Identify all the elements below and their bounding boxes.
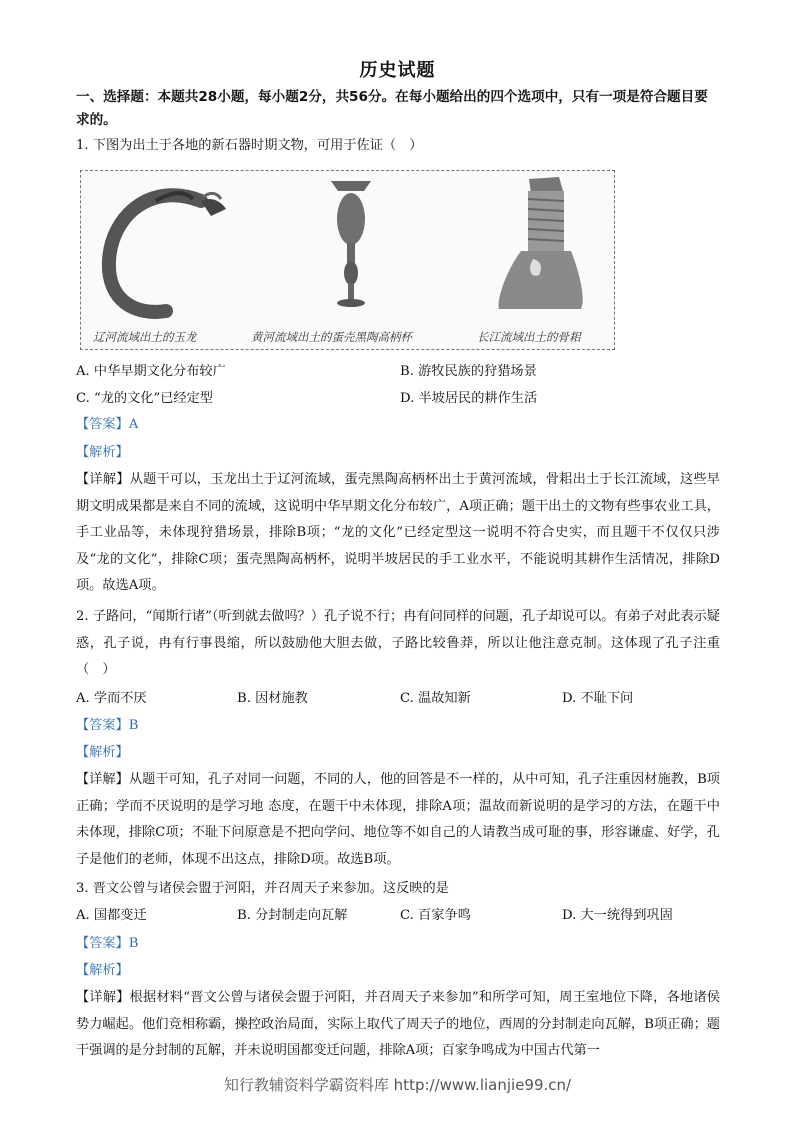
- caption-stem-cup: 黄河流域出土的蛋壳黑陶高柄杯: [251, 330, 412, 344]
- q2-analysis-label: 【解析】: [76, 745, 129, 760]
- question-2-stem: 2. 子路问，“闻斯行诸”（听到就去做吗？）孔子说不行；冉有问同样的问题，孔子却说可以。有弟子对此表示疑惑，孔子说，冉有行事畏缩，所以鼓励他大胆去做，子路比较鲁莽，所以让他注意克制。这体现了孔子注重（ ）: [76, 609, 720, 678]
- q3-detail: 【详解】根据材料“晋文公曾与诸侯会盟于河阳，并召周天子来参加”和所学可知，周王室地位下降，各地诸侯势力崛起。他们竞相称霸，操控政治局面，实际上取代了周天子的地位，西周的分封制走向瓦解，B项正确；题干强调的是分封制的瓦解，并未说明国都变迁问题，排除A项；百家争鸣成为中国古代第一: [76, 990, 720, 1059]
- q3-option-c: C. 百家争鸣: [400, 908, 471, 923]
- caption-bone-spade: 长江流域出土的骨耜: [477, 330, 581, 344]
- section-heading: 一、选择题：本题共28小题，每小题2分，共56分。在每小题给出的四个选项中，只有一项是符合题目要求的。: [76, 89, 708, 128]
- q2-answer: 【答案】B: [76, 718, 139, 733]
- q3-answer: 【答案】B: [76, 936, 139, 951]
- q3-option-b: B. 分封制走向瓦解: [237, 908, 348, 923]
- q2-option-c: C. 温故知新: [400, 691, 471, 706]
- q1-analysis-label: 【解析】: [76, 445, 129, 460]
- q2-option-b: B. 因材施教: [237, 691, 308, 706]
- bone-spade-image: [498, 177, 582, 309]
- q2-detail: 【详解】从题干可知，孔子对同一问题，不同的人，他的回答是不一样的，从中可知，孔子注重因材施教，B项正确；学而不厌说明的是学习地 态度，在题干中未体现，排除A项；温故而新说明的是学习的方法，在题干中未体现，排除C项；不耻下问原意是不把向学问、地位等不如自己的人请教当成可耻的事，形容谦虚、好学，孔子是他们的老师，体现不出这点，排除D项。故选B项。: [76, 772, 720, 867]
- question-3-stem: 3. 晋文公曾与诸侯会盟于河阳，并召周天子来参加。这反映的是: [76, 881, 449, 896]
- q1-answer: 【答案】A: [76, 417, 139, 432]
- q3-option-a: A. 国都变迁: [76, 908, 147, 923]
- page-title: 历史试题: [359, 60, 436, 81]
- q2-option-a: A. 学而不厌: [76, 691, 147, 706]
- artifact-illustrations: [81, 171, 614, 349]
- stem-cup-image: [331, 181, 371, 307]
- artifact-figure: [80, 170, 615, 350]
- jade-dragon-image: [109, 193, 226, 312]
- q3-option-d: D. 大一统得到巩固: [562, 908, 673, 923]
- footer-watermark-text: 知行教辅资料学霸资料库 http://www.lianjie99.cn/: [223, 1076, 572, 1094]
- q3-analysis-label: 【解析】: [76, 963, 129, 978]
- q1-detail: 【详解】从题干可以，玉龙出土于辽河流域，蛋壳黑陶高柄杯出土于黄河流域，骨耜出土于长江流域，这些早期文明成果都是来自不同的流域，这说明中华早期文化分布较广，A项正确；题干出土的文物有些事农业工具，手工业品等，未体现狩猎场景，排除B项；“龙的文化”已经定型这一说明不符合史实，而且题干不仅仅只涉及“龙的文化”，排除C项；蛋壳黑陶高柄杯，说明半坡居民的手工业水平，不能说明其耕作生活情况，排除D项。故选A项。: [76, 472, 720, 594]
- q1-option-b: B. 游牧民族的狩猎场景: [400, 364, 537, 379]
- q1-option-c: C. “龙的文化”已经定型: [76, 391, 213, 406]
- q1-option-d: D. 半坡居民的耕作生活: [400, 391, 538, 406]
- q1-option-a: A. 中华早期文化分布较广: [76, 364, 226, 379]
- q2-option-d: D. 不耻下问: [562, 691, 634, 706]
- caption-jade-dragon: 辽河流域出土的玉龙: [93, 330, 197, 344]
- question-1-stem: 1. 下图为出土于各地的新石器时期文物，可用于佐证（ ）: [76, 138, 423, 153]
